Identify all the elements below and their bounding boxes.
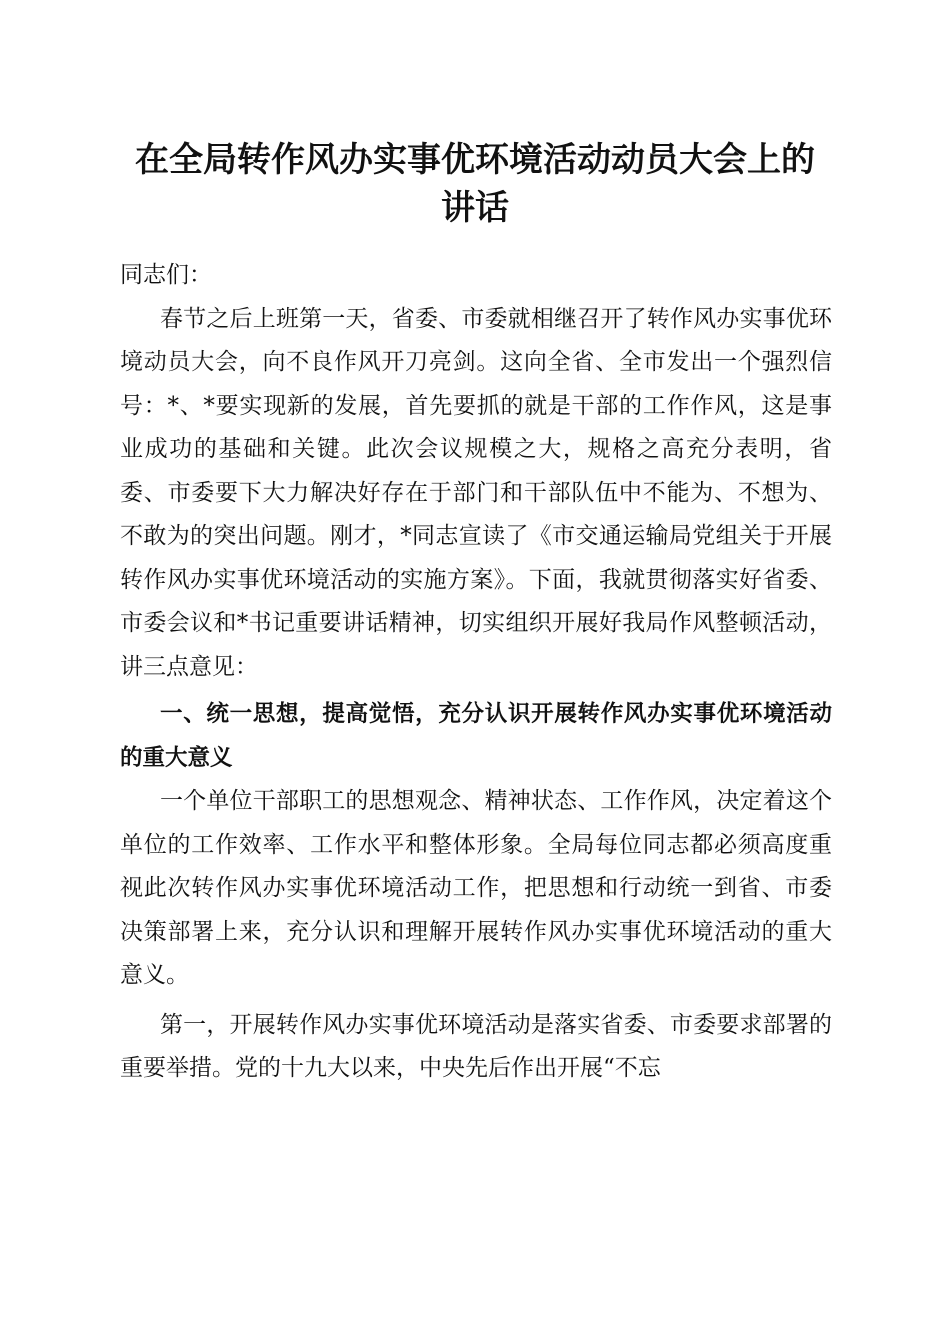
document-title <box>100 136 850 232</box>
salutation: 同志们： <box>120 262 212 288</box>
section-1-point-1-paragraph: 第一，开展转作风办实事优环境活动是落实省委、市委要求部署的重要举措。党的十九大以来，中央先后作出开展“不忘 <box>120 1011 832 1081</box>
intro-paragraph: 春节之后上班第一天，省委、市委就相继召开了转作风办实事优环境动员大会，向不良作风开刀亮剑。这向全省、全市发出一个强烈信号：*、*要实现新的发展，首先要抓的就是干部的工作作风，这是事业成功的基础和关键。此次会议规模之大，规格之高充分表明，省委、市委要下大力解决好存在于部门和干部队伍中不能为、不想为、不敢为的突出问题。刚才，*同志宣读了《市交通运输局党组关于开展转作风办实事优环境活动的实施方案》。下面，我就贯彻落实好省委、市委会议和*书记重要讲话精神，切实组织开展好我局作风整顿活动，讲三点意见： <box>120 305 832 680</box>
document-body <box>120 254 832 1091</box>
section-heading-1: 一、统一思想，提高觉悟，充分认识开展转作风办实事优环境活动的重大意义 <box>120 701 832 771</box>
document-title-line-2: 讲话 <box>441 188 509 228</box>
section-1-paragraph: 一个单位干部职工的思想观念、精神状态、工作作风，决定着这个单位的工作效率、工作水平和整体形象。全局每位同志都必须高度重视此次转作风办实事优环境活动工作，把思想和行动统一到省、市委决策部署上来，充分认识和理解开展转作风办实事优环境活动的重大意义。 <box>120 788 832 988</box>
document-title-line-1: 在全局转作风办实事优环境活动动员大会上的 <box>135 140 815 180</box>
